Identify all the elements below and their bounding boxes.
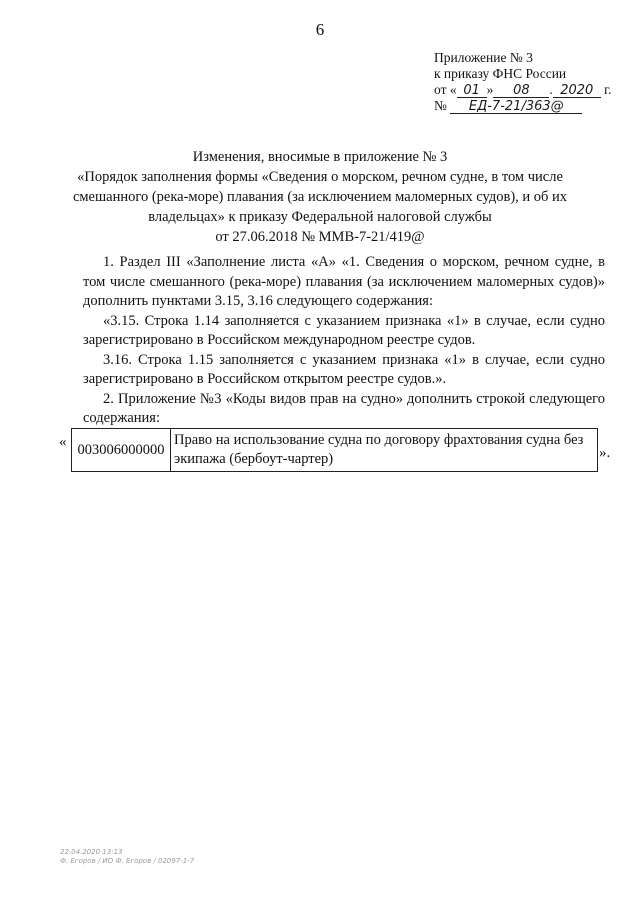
footer-line-2: Ф. Егоров / ИО Ф. Егоров / 02097-1-7 [60,857,195,865]
title-line-1: Изменения, вносимые в приложение № 3 [192,149,448,165]
paragraph-3-16: 3.16. Строка 1.15 заполняется с указанием признака «1» в случае, если судно зарегистрировано в Российском открытом реестре судов.». [83,351,605,387]
date-sep: » [486,82,494,97]
number-prefix: № [434,98,447,113]
date-suffix: г. [604,82,612,97]
number-value: ЕД-7-21/363@ [450,100,582,114]
appendix-title: Приложение № 3 [434,50,533,65]
appendix-date [434,82,634,98]
date-month: 08 [493,84,549,98]
paragraph-item-2: 2. Приложение №3 «Коды видов прав на судно» дополнить строкой следующего содержания: [83,390,605,426]
paragraph-item-1: 1. Раздел III «Заполнение листа «А» «1. Сведения о морском, речном судне, в том числе смешанного (река-море) плавания (за исключением маломерных судов)» дополнить пунктами 3.15, 3.16 следующего содержания: [83,254,605,309]
footer-line-1: 22.04.2020 13:13 [60,848,123,856]
codes-table-block [58,428,618,478]
codes-table [71,428,598,472]
title-line-2: «Порядок заполнения формы «Сведения о морском, речном судне, в том числе [77,169,563,185]
close-quote: ». [599,445,611,461]
document-body [83,253,605,429]
document-title [60,147,580,247]
title-line-3: смешанного (река-море) плавания (за исключением маломерных судов), и об их [72,189,568,205]
table-row [72,429,598,472]
appendix-order-ref: к приказу ФНС России [434,66,567,81]
title-line-4: владельцах» к приказу Федеральной налоговой службы [148,209,492,225]
code-cell: 003006000000 [72,429,171,472]
page-number: 6 [315,20,325,39]
description-cell: Право на использование судна по договору фрахтования судна без экипажа (бербоут-чартер) [171,429,598,472]
date-dot: . [549,82,553,97]
date-day: 01 [457,84,487,98]
paragraph-3-15: «3.15. Строка 1.14 заполняется с указанием признака «1» в случае, если судно зарегистрировано в Российском международном реестре судов. [83,312,605,348]
date-prefix: от « [434,82,457,97]
footer-stamp [60,848,194,866]
appendix-block [434,50,634,114]
title-line-5: от 27.06.2018 № ММВ-7-21/419@ [215,229,425,245]
date-year: 2020 [553,84,601,98]
appendix-number [434,98,634,114]
open-quote: « [59,434,67,450]
